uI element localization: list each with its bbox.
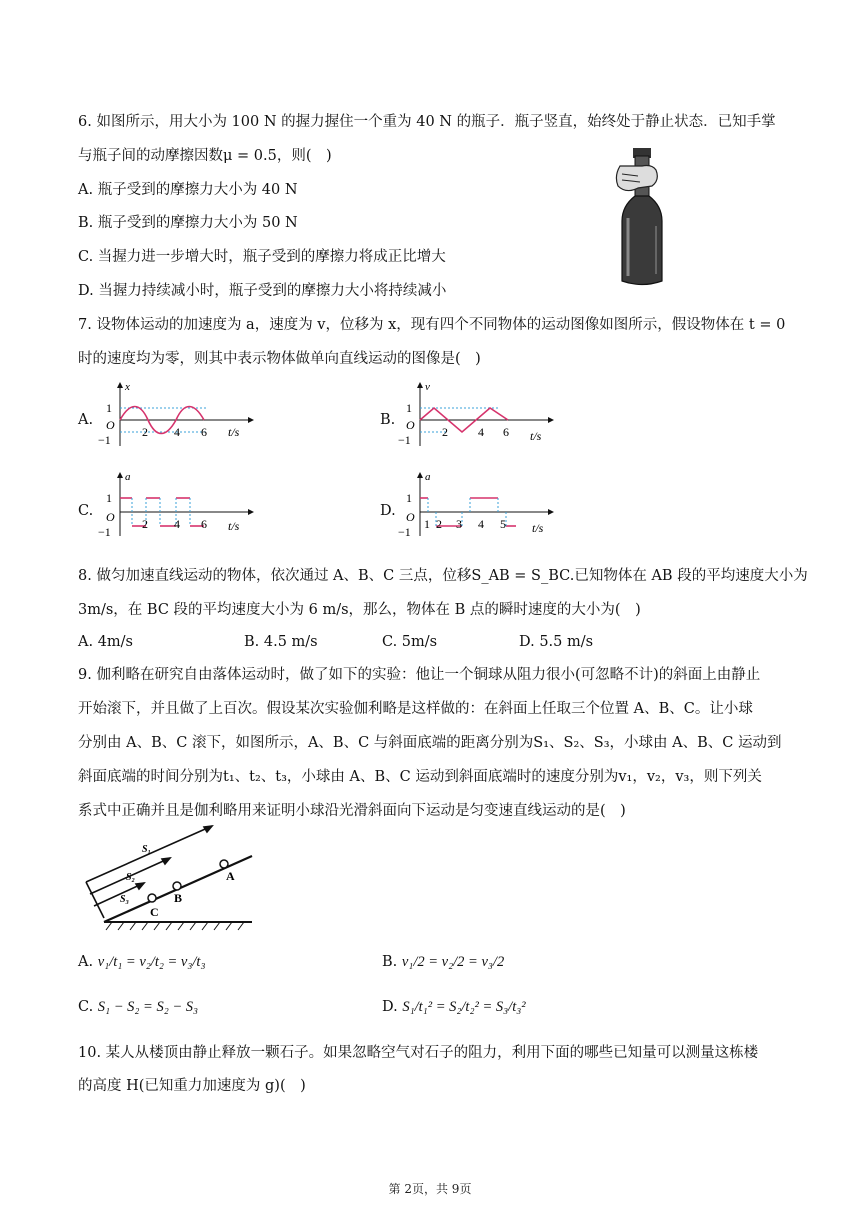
q8-option-b: B. 4.5 m/s — [244, 634, 318, 650]
q8-stem-line1: 8. 做匀加速直线运动的物体，依次通过 A、B、C 三点，位移S_AB = S_BC.已知物体在 AB 段的平均速度大小为 — [78, 568, 808, 584]
q9-option-b-label: B. — [382, 954, 398, 970]
q9-option-b-text: v₁/2 = v₂/2 = v₃/2 — [401, 954, 505, 970]
q9-stem-line5: 系式中正确并且是伽利略用来证明小球沿光滑斜面向下运动是匀变速直线运动的是( ) — [78, 803, 626, 819]
q7-graph-c-label: C. — [78, 503, 94, 519]
q7-c-origin: O — [106, 510, 115, 524]
q6-option-c: C. 当握力进一步增大时，瓶子受到的摩擦力将成正比增大 — [78, 249, 446, 265]
q9-option-d-text: S₁/t₁² = S₂/t₂² = S₃/t₃² — [402, 999, 526, 1015]
page-footer: 第 2页，共 9页 — [388, 1182, 472, 1196]
q7-c-tick-2: 2 — [142, 517, 148, 531]
incline-label-s1: S₁ — [142, 844, 152, 855]
q7-a-tick-6: 6 — [201, 425, 207, 439]
q7-b-tick-2: 2 — [442, 425, 448, 439]
q7-c-tick-6: 6 — [201, 517, 207, 531]
q10-stem-line1: 10. 某人从楼顶由静止释放一颗石子。如果忽略空气对石子的阻力，利用下面的哪些已知量可以测量这栋楼 — [78, 1045, 759, 1061]
q7-d-tick-2: 2 — [436, 517, 442, 531]
q7-b-ytick-1: 1 — [406, 401, 412, 415]
q7-c-ytick-neg1: −1 — [98, 525, 111, 538]
q7-b-ytick-neg1: −1 — [398, 433, 411, 447]
q7-graph-d — [398, 470, 558, 538]
q10-stem-line2: 的高度 H(已知重力加速度为 g)( ) — [78, 1078, 306, 1094]
q7-graph-a-label: A. — [78, 412, 94, 428]
q9-stem-line1: 9. 伽利略在研究自由落体运动时，做了如下的实验：他让一个铜球从阻力很小(可忽略不计)的斜面上由静止 — [78, 667, 761, 683]
q6-stem-line2: 与瓶子间的动摩擦因数μ = 0.5，则( ) — [78, 148, 332, 164]
q7-d-tick-3: 3 — [456, 517, 462, 531]
incline-figure — [82, 822, 257, 934]
q9-option-a — [78, 952, 206, 972]
q7-a-xunit: t/s — [228, 425, 240, 439]
q6-stem-line1: 6. 如图所示，用大小为 100 N 的握力握住一个重为 40 N 的瓶子．瓶子竖直，始终处于静止状态．已知手掌 — [78, 114, 776, 130]
q7-a-axis-label: x — [125, 381, 130, 393]
q7-b-tick-6: 6 — [503, 425, 509, 439]
q7-b-axis-label: v — [425, 381, 430, 393]
q7-c-axis-label: a — [125, 471, 131, 483]
q9-option-a-label: A. — [78, 954, 94, 970]
q8-stem-line2: 3m/s，在 BC 段的平均速度大小为 6 m/s，那么，物体在 B 点的瞬时速度的大小为( ) — [78, 602, 641, 618]
incline-label-s2: S₂ — [126, 872, 136, 883]
incline-label-c: C — [150, 905, 159, 919]
q7-d-origin: O — [406, 510, 415, 524]
q7-d-tick-4: 4 — [478, 517, 484, 531]
q7-stem-line1: 7. 设物体运动的加速度为 a，速度为 v，位移为 x，现有四个不同物体的运动图像如图所示，假设物体在 t = 0 — [78, 317, 786, 333]
q7-a-origin: O — [106, 418, 115, 432]
q6-option-d: D. 当握力持续减小时，瓶子受到的摩擦力大小将持续减小 — [78, 283, 447, 299]
q9-option-a-text: v₁/t₁ = v₂/t₂ = v₃/t₃ — [97, 954, 206, 970]
q9-option-d-label: D. — [382, 999, 398, 1015]
q7-c-ytick-1: 1 — [106, 491, 112, 505]
q7-a-ytick-1: 1 — [106, 401, 112, 415]
q7-d-axis-label: a — [425, 471, 431, 483]
q7-graph-b — [398, 380, 558, 448]
q9-stem-line3: 分别由 A、B、C 滚下，如图所示，A、B、C 与斜面底端的距离分别为S₁、S₂、S₃，小球由 A、B、C 运动到 — [78, 735, 782, 751]
q8-option-c: C. 5m/s — [382, 634, 438, 650]
q9-option-b — [382, 952, 504, 972]
q9-option-d — [382, 997, 526, 1017]
q7-d-tick-1: 1 — [424, 517, 430, 531]
q7-d-ytick-1: 1 — [406, 491, 412, 505]
incline-label-a: A — [226, 869, 235, 883]
q9-option-c-text: S₁ − S₂ = S₂ − S₃ — [97, 999, 199, 1015]
bottle-hand-figure — [612, 146, 672, 291]
q7-graph-c — [98, 470, 258, 538]
incline-label-s3: S₃ — [120, 894, 130, 905]
q7-a-tick-4: 4 — [174, 425, 180, 439]
q7-b-tick-4: 4 — [478, 425, 484, 439]
q7-stem-line2: 时的速度均为零，则其中表示物体做单向直线运动的图像是( ) — [78, 351, 481, 367]
q7-d-tick-5: 5 — [500, 517, 506, 531]
q6-option-b: B. 瓶子受到的摩擦力大小为 50 N — [78, 215, 298, 231]
q7-graph-d-label: D. — [380, 503, 396, 519]
q8-option-d: D. 5.5 m/s — [519, 634, 594, 650]
q7-graph-b-label: B. — [380, 412, 396, 428]
q7-d-xunit: t/s — [532, 521, 544, 535]
q9-option-c-label: C. — [78, 999, 94, 1015]
q7-c-tick-4: 4 — [174, 517, 180, 531]
q6-option-a: A. 瓶子受到的摩擦力大小为 40 N — [78, 182, 298, 198]
q7-a-tick-2: 2 — [142, 425, 148, 439]
q9-option-c — [78, 997, 198, 1017]
q7-d-ytick-neg1: −1 — [398, 525, 411, 538]
q7-c-xunit: t/s — [228, 519, 240, 533]
q9-stem-line4: 斜面底端的时间分别为t₁、t₂、t₃，小球由 A、B、C 运动到斜面底端时的速度分别为v₁，v₂，v₃，则下列关 — [78, 769, 762, 785]
q9-stem-line2: 开始滚下，并且做了上百次。假设某次实验伽利略是这样做的：在斜面上任取三个位置 A、B、C。让小球 — [78, 701, 753, 717]
q7-b-xunit: t/s — [530, 429, 542, 443]
incline-label-b: B — [174, 891, 183, 905]
q7-b-origin: O — [406, 418, 415, 432]
q7-graph-a — [98, 380, 258, 448]
q7-a-ytick-neg1: −1 — [98, 433, 111, 447]
q8-option-a: A. 4m/s — [78, 634, 133, 650]
